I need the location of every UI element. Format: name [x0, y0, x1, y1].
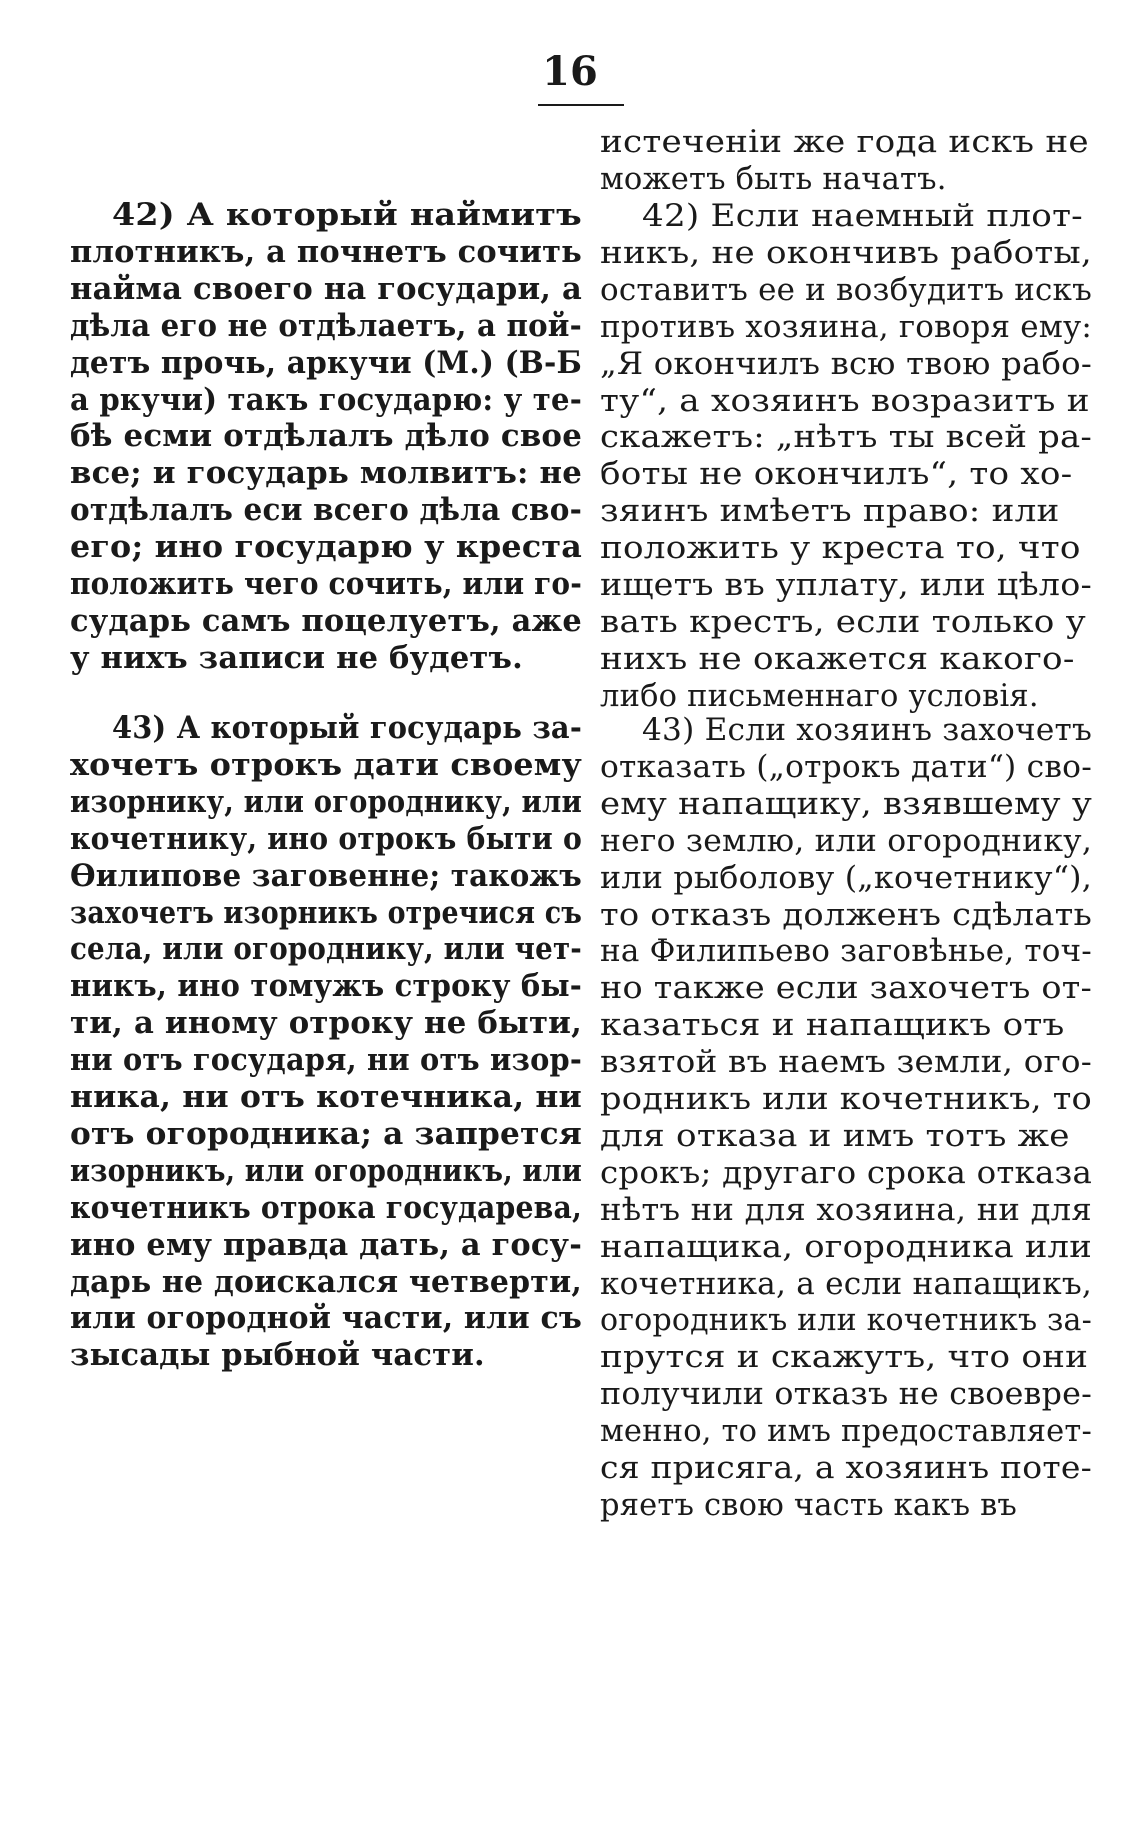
text-line: либо письменнаго условія.: [600, 678, 1039, 714]
text-line: его; ино государю у креста: [70, 529, 583, 566]
text-line: ти, а иному отроку не быти,: [70, 1005, 583, 1042]
text-line: ту“, а хозяинъ возразитъ и: [600, 383, 1090, 419]
text-line: казаться и напащикъ отъ: [600, 1008, 1065, 1044]
text-line: изорнику, или огороднику, или: [70, 783, 582, 820]
text-line: а ркучи) такъ государю: у те-: [70, 381, 582, 418]
text-line: „Я окончилъ всю твою рабо-: [600, 346, 1092, 382]
text-line: 43) Если хозяинъ захочетъ: [642, 713, 1093, 748]
text-line: для отказа и имъ тотъ же: [600, 1118, 1070, 1154]
text-line: прутся и скажутъ, что они: [600, 1340, 1089, 1376]
text-line: оставитъ ее и возбудитъ искъ: [600, 272, 1093, 308]
text-line: села, или огороднику, или чет-: [70, 931, 582, 968]
text-line: ни отъ государя, ни отъ изор-: [70, 1042, 582, 1079]
text-line: отъ огородника; а запрется: [70, 1115, 582, 1152]
page-number: 16: [542, 48, 598, 95]
text-line: отказать („отрокъ дати“) сво-: [600, 749, 1093, 785]
text-line: ему напащику, взявшему у: [600, 786, 1093, 822]
text-line: найма своего на государи, а: [70, 270, 583, 307]
text-line: срокъ; другаго срока отказа: [600, 1155, 1093, 1191]
text-line: детъ прочь, аркучи (М.) (В-Б: [70, 344, 582, 381]
text-line: родникъ или кочетникъ, то: [600, 1082, 1092, 1117]
text-line: ряетъ свою часть какъ въ: [600, 1487, 1018, 1523]
text-line: ино ему правда дать, а госу-: [70, 1226, 583, 1263]
text-line: нихъ не окажется какого-: [600, 641, 1075, 677]
text-line: сударь самъ поцелуетъ, аже: [70, 602, 582, 639]
text-line: взятой въ наемъ земли, ого-: [600, 1045, 1092, 1081]
text-line: 42) А который наймитъ: [112, 197, 582, 233]
text-line: нѣтъ ни для хозяина, ни для: [600, 1192, 1092, 1228]
text-line: у нихъ записи не будетъ.: [70, 639, 523, 676]
text-line: вать крестъ, если только у: [600, 604, 1087, 640]
text-line: кочетнику, ино отрокъ быти о: [70, 820, 582, 857]
text-line: 43) А который государь за-: [112, 710, 582, 746]
text-line: Ѳилипове заговенне; такожъ: [70, 857, 582, 894]
text-line: то отказъ долженъ сдѣлать: [600, 897, 1093, 933]
text-line: все; и государь молвитъ: не: [70, 455, 582, 492]
text-line: ищетъ въ уплату, или цѣло-: [600, 568, 1092, 603]
text-line: но также если захочетъ от-: [600, 971, 1092, 1007]
text-line: ся присяга, а хозяинъ поте-: [600, 1451, 1092, 1486]
text-line: хочетъ отрокъ дати своему: [70, 746, 583, 783]
text-line: менно, то имъ предоставляет-: [600, 1414, 1092, 1450]
text-line: противъ хозяина, говоря ему:: [600, 309, 1092, 345]
text-line: отдѣлалъ еси всего дѣла сво-: [70, 492, 583, 529]
text-line: или огородной части, или съ: [70, 1300, 582, 1337]
text-line: скажетъ: „нѣтъ ты всей ра-: [600, 420, 1093, 456]
text-line: получили отказъ не своевре-: [600, 1377, 1093, 1413]
text-line: огородникъ или кочетникъ за-: [600, 1303, 1092, 1339]
text-line: захочетъ изорникъ отречися съ: [70, 894, 583, 931]
text-line: дѣла его не отдѣлаетъ, а пой-: [70, 307, 582, 344]
text-line: зысады рыбной части.: [70, 1337, 485, 1374]
text-line: него землю, или огороднику,: [600, 823, 1093, 859]
text-line: никъ, ино томужъ строку бы-: [70, 968, 583, 1005]
text-line: ника, ни отъ котечника, ни: [70, 1079, 582, 1115]
text-line: никъ, не окончивъ работы,: [600, 235, 1092, 271]
text-line: истеченіи же года искъ не: [600, 125, 1089, 160]
text-line: можетъ быть начатъ.: [600, 161, 947, 197]
text-line: кочетника, а если напащикъ,: [600, 1266, 1092, 1302]
text-line: боты не окончилъ“, то хо-: [600, 457, 1073, 493]
text-line: изорникъ, или огородникъ, или: [70, 1152, 582, 1189]
page-number-rule: [538, 104, 624, 106]
text-line: напащика, огородника или: [600, 1229, 1092, 1265]
text-line: положить у креста то, что: [600, 531, 1081, 567]
text-line: положить чего сочить, или го-: [70, 566, 583, 602]
text-line: 42) Если наемный плот-: [642, 199, 1083, 234]
text-line: плотникъ, а почнетъ сочить: [70, 233, 583, 270]
text-line: на Филипьево заговѣнье, точ-: [600, 934, 1092, 970]
text-line: зяинъ имѣетъ право: или: [600, 494, 1060, 530]
text-line: кочетникъ отрока государева,: [70, 1189, 582, 1226]
text-line: дарь не доискался четверти,: [70, 1263, 582, 1300]
text-line: или рыболову („кочетнику“),: [600, 860, 1093, 896]
text-line: бѣ есми отдѣлалъ дѣло свое: [70, 418, 582, 455]
